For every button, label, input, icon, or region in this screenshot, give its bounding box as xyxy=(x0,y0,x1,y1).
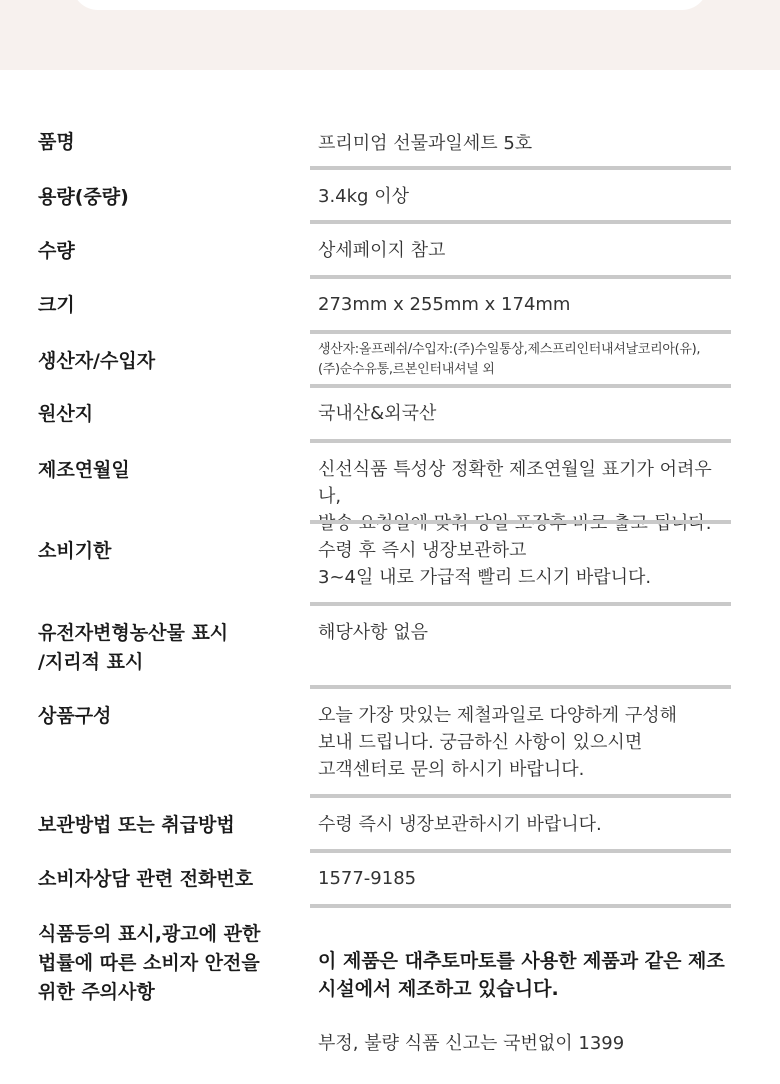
row-label: 보관방법 또는 취급방법 xyxy=(38,814,235,836)
row-label: 상품구성 xyxy=(38,705,112,727)
row-value: 상세페이지 참고 xyxy=(318,240,446,261)
row-label: 품명 xyxy=(38,131,75,153)
row-divider xyxy=(310,275,731,279)
top-card xyxy=(72,0,708,10)
row-divider xyxy=(310,520,731,524)
report-notice: 부정, 불량 식품 신고는 국번없이 1399 xyxy=(318,1033,625,1054)
row-value xyxy=(318,920,732,1084)
row-label: 소비기한 xyxy=(38,540,112,562)
row-value: 수령 후 즉시 냉장보관하고 3~4일 내로 가급적 빨리 드시기 바랍니다. xyxy=(318,540,652,588)
row-label: 수량 xyxy=(38,240,75,262)
row-value: 1577-9185 xyxy=(318,868,417,889)
top-band xyxy=(0,0,780,70)
row-divider xyxy=(310,166,731,170)
row-label: 용량(중량) xyxy=(38,186,129,208)
row-divider xyxy=(310,904,731,908)
row-divider xyxy=(310,794,731,798)
row-value: 국내산&외국산 xyxy=(318,403,437,424)
row-value: 273mm x 255mm x 174mm xyxy=(318,294,571,315)
row-value: 프리미엄 선물과일세트 5호 xyxy=(318,133,533,154)
row-label: 제조연월일 xyxy=(38,459,130,481)
row-divider xyxy=(310,602,731,606)
row-divider xyxy=(310,330,731,334)
row-divider xyxy=(310,439,731,443)
row-value: 3.4kg 이상 xyxy=(318,186,409,207)
row-value: 오늘 가장 맛있는 제철과일로 다양하게 구성해 보내 드립니다. 궁금하신 사항이 있으시면 고객센터로 문의 하시기 바랍니다. xyxy=(318,705,677,780)
row-value: 생산자:올프레쉬/수입자:(주)수일통상,제스프리인터내셔날코리아(유), (주)순수유통,르본인터내셔널 외 xyxy=(318,342,701,377)
caution-notice: 이 제품은 대추토마토를 사용한 제품과 같은 제조 시설에서 제조하고 있습니다. xyxy=(318,950,725,1000)
row-label: 생산자/수입자 xyxy=(38,350,156,372)
row-divider xyxy=(310,220,731,224)
row-divider xyxy=(310,685,731,689)
row-value: 수령 즉시 냉장보관하시기 바랍니다. xyxy=(318,814,602,835)
row-label: 식품등의 표시,광고에 관한 법률에 따른 소비자 안전을 위한 주의사항 xyxy=(38,923,261,1003)
row-divider xyxy=(310,384,731,388)
row-value: 해당사항 없음 xyxy=(318,622,429,643)
row-label: 크기 xyxy=(38,294,75,316)
row-label: 원산지 xyxy=(38,403,94,425)
row-divider xyxy=(310,849,731,853)
row-label: 소비자상담 관련 전화번호 xyxy=(38,868,254,890)
row-label: 유전자변형농산물 표시 /지리적 표시 xyxy=(38,622,229,673)
row-value: 신선식품 특성상 정확한 제조연월일 표기가 어려우나, xyxy=(318,459,712,507)
